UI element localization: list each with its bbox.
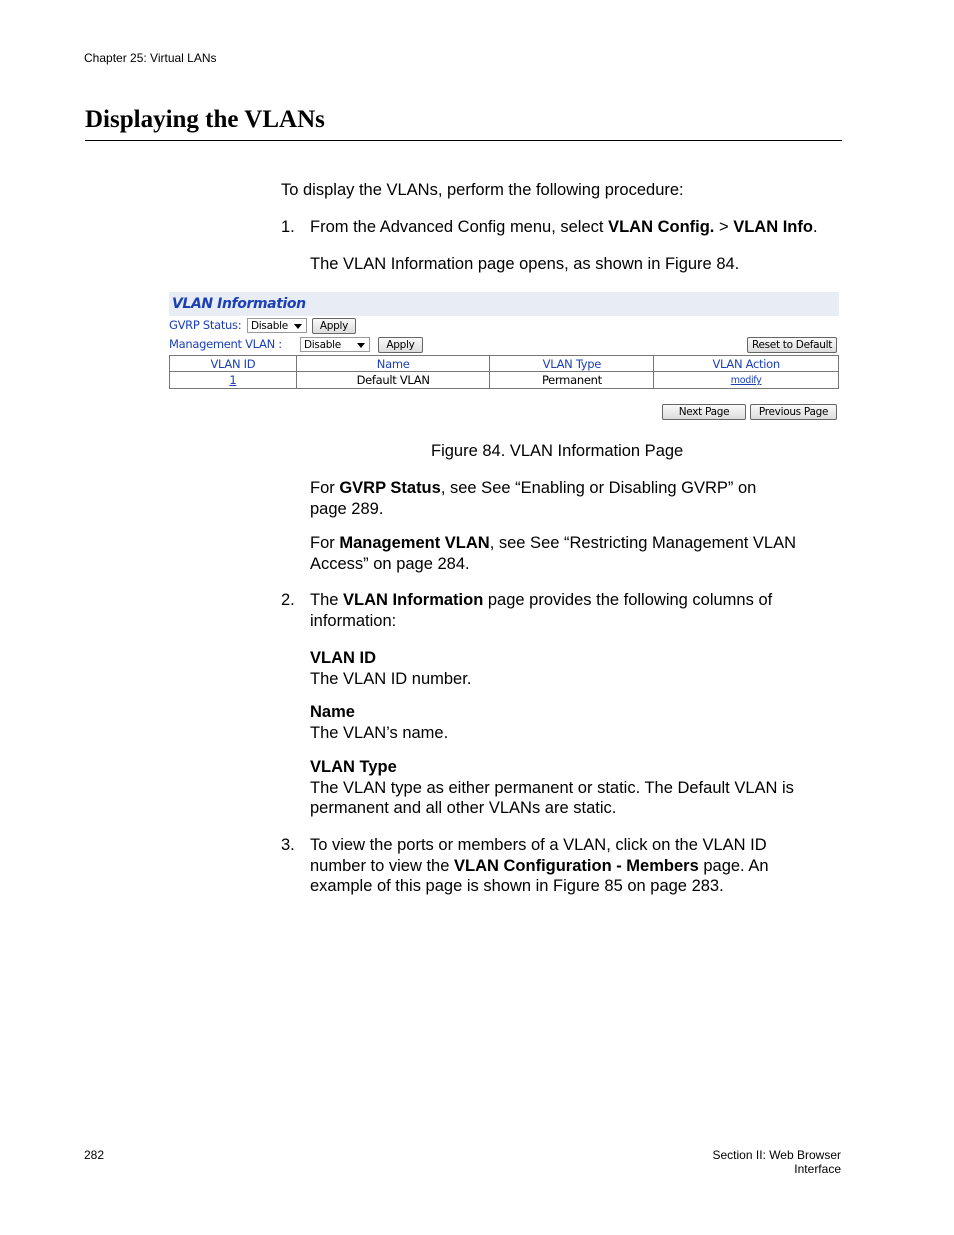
table-row xyxy=(170,372,839,389)
gvrp-status-label: GVRP Status: xyxy=(169,318,242,332)
step1-number: 1. xyxy=(281,218,295,236)
chevron-down-icon xyxy=(357,343,365,348)
footer-section: Section II: Web Browser Interface xyxy=(712,1148,841,1176)
col-name: Name xyxy=(296,356,490,372)
page-number: 282 xyxy=(84,1148,105,1162)
step2-number: 2. xyxy=(281,591,295,609)
screenshot-title: VLAN Information xyxy=(172,296,306,312)
definition-vlan-id: VLAN ID The VLAN ID number. xyxy=(310,649,472,688)
heading-rule xyxy=(85,140,842,141)
chevron-down-icon xyxy=(294,324,302,329)
cell-type: Permanent xyxy=(490,372,654,389)
vlan-id-link[interactable]: 1 xyxy=(229,373,237,387)
vlan-table xyxy=(169,355,839,389)
running-header: Chapter 25: Virtual LANs xyxy=(84,51,217,65)
management-vlan-select[interactable]: Disable xyxy=(300,337,370,352)
step1-follow: The VLAN Information page opens, as shown in Figure 84. xyxy=(310,255,740,273)
modify-link[interactable]: modify xyxy=(730,375,762,386)
previous-page-button[interactable]: Previous Page xyxy=(750,404,837,420)
col-vlan-id: VLAN ID xyxy=(170,356,297,372)
col-vlan-type: VLAN Type xyxy=(490,356,654,372)
col-vlan-action: VLAN Action xyxy=(654,356,839,372)
intro-text: To display the VLANs, perform the following procedure: xyxy=(281,181,684,199)
cell-name: Default VLAN xyxy=(296,372,490,389)
management-vlan-label: Management VLAN : xyxy=(169,337,282,351)
step1-text: From the Advanced Config menu, select VLAN Config. > VLAN Info. xyxy=(310,218,818,236)
cell-vlan-id xyxy=(170,372,297,389)
cell-action xyxy=(654,372,839,389)
reset-to-default-button[interactable]: Reset to Default xyxy=(747,337,837,353)
figure-caption: Figure 84. VLAN Information Page xyxy=(431,442,684,460)
step3-number: 3. xyxy=(281,836,295,854)
gvrp-apply-button[interactable]: Apply xyxy=(312,318,356,334)
definition-vlan-type: VLAN Type The VLAN type as either permanent or static. The Default VLAN is permanent and all other VLANs are static. xyxy=(310,758,794,817)
section-heading: Displaying the VLANs xyxy=(85,106,325,133)
gvrp-status-select[interactable]: Disable xyxy=(247,318,307,333)
note-gvrp: For GVRP Status, see See “Enabling or Disabling GVRP” on page 289. xyxy=(310,479,757,518)
management-apply-button[interactable]: Apply xyxy=(378,337,423,353)
table-header-row xyxy=(170,356,839,372)
step3-text: To view the ports or members of a VLAN, click on the VLAN ID number to view the VLAN Configuration - Members page. An example of this page is shown in Figure 85 on page 283. xyxy=(310,836,769,895)
definition-name: Name The VLAN’s name. xyxy=(310,703,449,742)
next-page-button[interactable]: Next Page xyxy=(662,404,746,420)
note-management-vlan: For Management VLAN, see See “Restricting Management VLAN Access” on page 284. xyxy=(310,534,797,573)
step2-text: The VLAN Information page provides the following columns of information: xyxy=(310,591,773,630)
